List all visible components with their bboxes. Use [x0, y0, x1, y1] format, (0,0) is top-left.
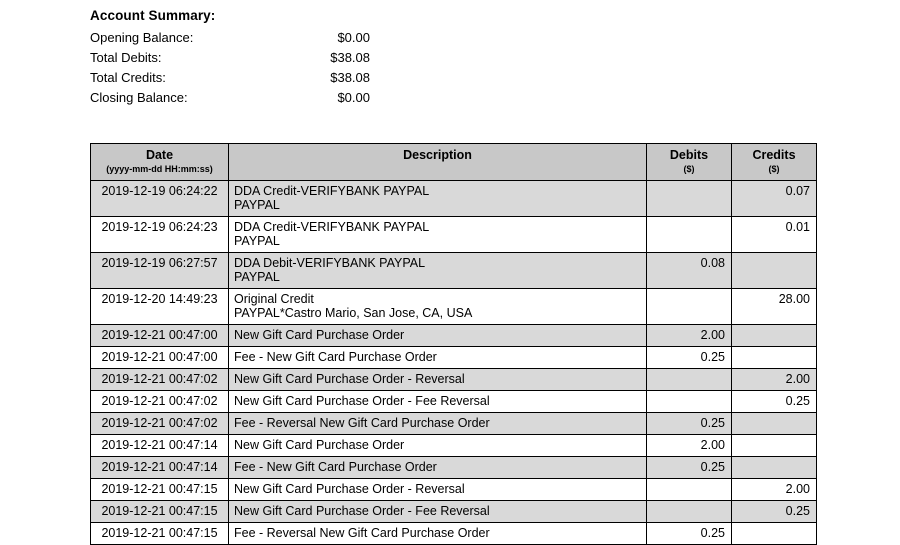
cell-date: 2019-12-21 00:47:15 [91, 479, 229, 501]
cell-debit: 0.25 [647, 413, 732, 435]
cell-debit [647, 181, 732, 217]
cell-description [229, 369, 647, 391]
cell-credit: 2.00 [732, 369, 817, 391]
table-row [91, 457, 817, 479]
summary-row-total-debits [90, 48, 510, 68]
table-row [91, 435, 817, 457]
summary-row-closing-balance [90, 88, 510, 108]
cell-credit [732, 253, 817, 289]
description-line-1: New Gift Card Purchase Order - Reversal [234, 372, 465, 386]
cell-description [229, 457, 647, 479]
account-summary-section [90, 8, 510, 108]
cell-date: 2019-12-19 06:27:57 [91, 253, 229, 289]
cell-description [229, 391, 647, 413]
cell-debit: 0.25 [647, 347, 732, 369]
summary-label: Total Debits: [90, 50, 162, 65]
cell-debit: 0.08 [647, 253, 732, 289]
description-line-1: New Gift Card Purchase Order - Fee Reversal [234, 504, 490, 518]
column-header-description [229, 144, 647, 181]
column-header-debits-unit: ($) [683, 164, 695, 174]
cell-date: 2019-12-21 00:47:15 [91, 501, 229, 523]
cell-credit: 0.07 [732, 181, 817, 217]
cell-date: 2019-12-21 00:47:00 [91, 347, 229, 369]
table-row [91, 325, 817, 347]
description-line-2: PAYPAL [234, 234, 280, 248]
transactions-table [90, 143, 817, 545]
cell-debit: 2.00 [647, 435, 732, 457]
column-header-debits [647, 144, 732, 181]
cell-description [229, 523, 647, 545]
cell-description [229, 325, 647, 347]
column-header-description-label: Description [403, 148, 472, 162]
cell-credit [732, 325, 817, 347]
description-line-1: Fee - Reversal New Gift Card Purchase Order [234, 416, 490, 430]
cell-credit [732, 457, 817, 479]
table-row [91, 369, 817, 391]
summary-value: $38.08 [330, 70, 370, 85]
cell-description [229, 479, 647, 501]
column-header-credits [732, 144, 817, 181]
cell-debit [647, 501, 732, 523]
transactions-table-section [90, 143, 816, 545]
table-row [91, 289, 817, 325]
cell-description [229, 181, 647, 217]
cell-date: 2019-12-21 00:47:15 [91, 523, 229, 545]
table-body [91, 181, 817, 545]
cell-debit: 0.25 [647, 457, 732, 479]
column-header-date [91, 144, 229, 181]
cell-debit: 2.00 [647, 325, 732, 347]
cell-date: 2019-12-21 00:47:02 [91, 391, 229, 413]
description-line-2: PAYPAL [234, 270, 280, 284]
cell-debit [647, 217, 732, 253]
table-row [91, 501, 817, 523]
summary-label: Opening Balance: [90, 30, 194, 45]
description-line-1: Original Credit [234, 292, 314, 306]
cell-description [229, 501, 647, 523]
cell-description [229, 435, 647, 457]
column-header-date-label: Date [145, 148, 174, 162]
description-line-1: New Gift Card Purchase Order - Fee Reversal [234, 394, 490, 408]
cell-debit [647, 289, 732, 325]
description-line-1: DDA Credit-VERIFYBANK PAYPAL [234, 184, 430, 198]
description-line-1: Fee - New Gift Card Purchase Order [234, 350, 437, 364]
summary-value: $0.00 [337, 90, 370, 105]
column-header-credits-unit: ($) [768, 164, 780, 174]
table-row [91, 479, 817, 501]
description-line-1: Fee - New Gift Card Purchase Order [234, 460, 437, 474]
summary-row-opening-balance [90, 28, 510, 48]
table-row [91, 217, 817, 253]
column-header-credits-label: Credits [752, 148, 796, 162]
cell-credit [732, 347, 817, 369]
cell-date: 2019-12-21 00:47:02 [91, 413, 229, 435]
description-line-2: PAYPAL*Castro Mario, San Jose, CA, USA [234, 306, 473, 320]
description-line-1: New Gift Card Purchase Order - Reversal [234, 482, 465, 496]
table-header-row [91, 144, 817, 181]
description-line-1: New Gift Card Purchase Order [234, 438, 405, 452]
cell-credit [732, 523, 817, 545]
account-summary-title: Account Summary: [90, 8, 216, 23]
table-row [91, 523, 817, 545]
description-line-2: PAYPAL [234, 198, 280, 212]
cell-credit: 0.01 [732, 217, 817, 253]
column-header-date-format: (yyyy-mm-dd HH:mm:ss) [106, 164, 213, 174]
table-row [91, 347, 817, 369]
cell-date: 2019-12-21 00:47:02 [91, 369, 229, 391]
table-row [91, 391, 817, 413]
cell-debit [647, 369, 732, 391]
column-header-debits-label: Debits [669, 148, 709, 162]
cell-description [229, 347, 647, 369]
table-row [91, 413, 817, 435]
description-line-1: DDA Debit-VERIFYBANK PAYPAL [234, 256, 426, 270]
summary-label: Closing Balance: [90, 90, 188, 105]
cell-date: 2019-12-19 06:24:22 [91, 181, 229, 217]
cell-credit [732, 435, 817, 457]
cell-credit: 28.00 [732, 289, 817, 325]
summary-value: $0.00 [337, 30, 370, 45]
table-header [91, 144, 817, 181]
description-line-1: New Gift Card Purchase Order [234, 328, 405, 342]
cell-debit: 0.25 [647, 523, 732, 545]
cell-description [229, 253, 647, 289]
cell-debit [647, 479, 732, 501]
cell-date: 2019-12-19 06:24:23 [91, 217, 229, 253]
cell-description [229, 413, 647, 435]
summary-label: Total Credits: [90, 70, 166, 85]
cell-date: 2019-12-21 00:47:14 [91, 457, 229, 479]
cell-date: 2019-12-20 14:49:23 [91, 289, 229, 325]
cell-credit: 2.00 [732, 479, 817, 501]
table-row [91, 181, 817, 217]
table-row [91, 253, 817, 289]
cell-credit [732, 413, 817, 435]
cell-description [229, 217, 647, 253]
cell-debit [647, 391, 732, 413]
cell-date: 2019-12-21 00:47:00 [91, 325, 229, 347]
cell-credit: 0.25 [732, 391, 817, 413]
description-line-1: Fee - Reversal New Gift Card Purchase Order [234, 526, 490, 540]
cell-description [229, 289, 647, 325]
description-line-1: DDA Credit-VERIFYBANK PAYPAL [234, 220, 430, 234]
cell-credit: 0.25 [732, 501, 817, 523]
summary-value: $38.08 [330, 50, 370, 65]
cell-date: 2019-12-21 00:47:14 [91, 435, 229, 457]
summary-row-total-credits [90, 68, 510, 88]
